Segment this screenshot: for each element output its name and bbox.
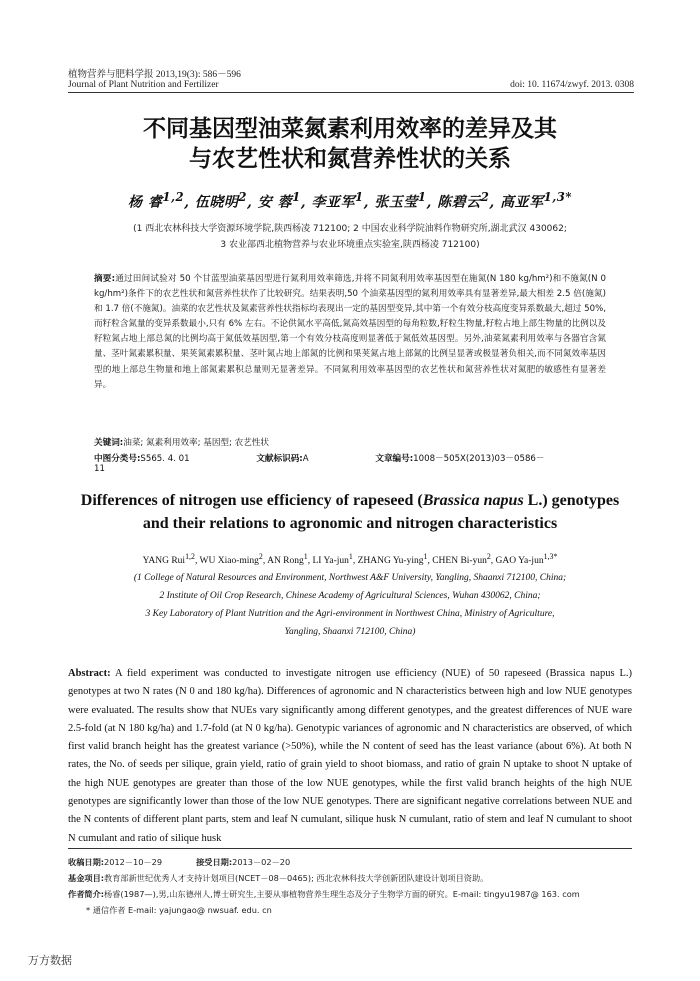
author-label: 作者简介: xyxy=(68,889,105,899)
affiliation-cn-line1: (1 西北农林科技大学资源环境学院,陕西杨凌 712100; 2 中国农业科学院油料作物研究所,湖北武汉 430062; xyxy=(133,224,567,234)
abstract-cn-label: 摘要: xyxy=(94,274,116,284)
clc-value: S565. 4. 01 xyxy=(140,454,190,464)
doc-label: 文献标识码: xyxy=(256,454,303,464)
keywords-cn xyxy=(94,436,606,448)
footnote-dates xyxy=(68,857,632,868)
received-date: 2012－10－29 xyxy=(104,857,163,867)
author-text: 杨睿(1987—),男,山东德州人,博士研究生,主要从事植物营养生理生态及分子生物学方面的研究。E-mail: tingyu1987@ 163. com xyxy=(104,889,580,899)
title-en-line2: and their relations to agronomic and nitrogen characteristics xyxy=(142,515,558,532)
title-en-line1: Differences of nitrogen use efficiency of rapeseed (Brassica napus L.) genotypes xyxy=(80,492,620,509)
authors-en: YANG Rui$^{1,2}$, WU Xiao-ming$^2$, AN Rong$^1$, LI Ya-jun$^1$, ZHANG Yu-ying$^1$, CHEN Bi-yun$^2$, GAO Ya-jun$^{1,3*}$ xyxy=(142,552,558,567)
title-cn-line2: 与农艺性状和氮营养性状的关系 xyxy=(189,146,511,172)
accepted-date: 2013－02－20 xyxy=(232,857,291,867)
doc-code xyxy=(256,454,340,464)
art-value: 1008－505X(2013)03－0586－11 xyxy=(94,454,545,474)
footnote-author xyxy=(68,889,632,900)
affiliation-en-line3: 3 Key Laboratory of Plant Nutrition and the Agri-environment in Northwest China, Ministry of Agriculture, xyxy=(145,609,555,619)
affiliation-en-line4: Yangling, Shaanxi 712100, China) xyxy=(284,627,416,637)
abstract-en-label: Abstract: xyxy=(68,668,111,679)
art-label: 文章编号: xyxy=(375,454,414,464)
keywords-cn-text: 油菜; 氮素利用效率; 基因型; 农艺性状 xyxy=(123,438,270,448)
watermark-text: 万方数据 xyxy=(28,954,72,967)
accepted-label: 接受日期: xyxy=(196,857,233,867)
classification-cn xyxy=(94,452,606,474)
fund-label: 基金项目: xyxy=(68,873,105,883)
received-label: 收稿日期: xyxy=(68,857,105,867)
affiliation-en-line2: 2 Institute of Oil Crop Research, Chinese Academy of Agricultural Sciences, Wuhan 430062, China; xyxy=(159,591,541,601)
footnote-fund xyxy=(68,873,632,884)
header-rule xyxy=(68,92,634,93)
abstract-cn xyxy=(94,272,606,393)
abstract-en xyxy=(68,665,632,848)
title-cn-line1: 不同基因型油菜氮素利用效率的差异及其 xyxy=(143,116,557,142)
fund-text: 教育部新世纪优秀人才支持计划项目(NCET－08－0465); 西北农林科技大学创新团队建设计划项目资助。 xyxy=(104,873,489,883)
footnote-rule xyxy=(68,848,632,849)
clc-label: 中图分类号: xyxy=(94,454,141,464)
clc-number xyxy=(94,454,222,464)
keywords-cn-label: 关键词: xyxy=(94,438,124,448)
journal-name-en: Journal of Plant Nutrition and Fertilizer xyxy=(68,80,219,90)
authors-cn: 杨 睿$^{1,2}$, 伍晓明$^2$, 安 蓉$^1$, 李亚军$^1$, 张玉莹$^1$, 陈碧云$^2$, 高亚军$^{1,3*}$ xyxy=(127,190,573,211)
affiliation-en-line1: (1 College of Natural Resources and Environment, Northwest A&F University, Yangling, Shaanxi 712100, China; xyxy=(133,573,567,583)
doi[interactable]: doi: 10. 11674/zwyf. 2013. 0308 xyxy=(510,80,634,90)
abstract-cn-text: 通过田间试验对 50 个甘蓝型油菜基因型进行氮利用效率筛选,并将不同氮利用效率基因型在施氮(N 180 kg/hm²)和不施氮(N 0 kg/hm²)条件下的农艺性状和氮营养性状作了比较研究。结果表明,50 个油菜基因型的氮利用效率具有显著差异,最大相差 2.5 倍(施氮)和 1.7 倍(不施氮)。油菜的农艺性状及氮素营养性状指标均表现出一定的基因型变异,其中第一个有效分枝高度变异系数最大,超过 50%,而籽粒含氮量的变异系数最小,只有 6% 左右。不论供氮水平高低,氮高效基因型的每角粒数,籽粒生物量,籽粒占地上部生物量的比例以及籽粒氮占地上部总氮的比例均高于氮低效基因型,第一个有效分枝高度则显著低于氮低效基因型。另外,油菜氮素利用效率与各器官含氮量、茎叶氮素累积量、果荚氮素累积量、茎叶氮占地上部氮的比例和果荚氮占地上部氮的比例呈显著或极显著负相关,而不同氮效率基因型的地上部总生物量和地上部氮素累积总量则无显著差异。不同氮利用效率基因型的农艺性状和氮营养性状对氮肥的敏感性有显著差异。 xyxy=(94,274,606,390)
affiliation-cn-line2: 3 农业部西北植物营养与农业环境重点实验室,陕西杨凌 712100) xyxy=(220,240,480,250)
abstract-en-text: A field experiment was conducted to investigate nitrogen use efficiency (NUE) of 50 rapeseed (Brassica napus L.) genotypes at two N rates (N 0 and 180 kg/ha). Differences of agronomic and N characteristics between high and low NUE genotypes were evaluated. The results show that NUEs vary significantly among different genotypes, and the greatest differences of NUE ware 2.5-fold (at N 180 kg/ha) and 1.7-fold (at N 0 kg/ha). Genotypic variances of agronomic and N characteristics are observed, of which first valid branch height has the greatest variance (>50%), while the N content of seed has the least variance (about 6%). At both N rates, the No. of seeds per silique, grain yield, ratio of grain yield to shoot biomass, and ratio of grain N uptake to shoot N uptake of the high NUE genotypes are greater than those of the low NUE genotypes, while the first valid branch heights of the high NUE genotypes are significantly lower than those of the low NUE genotypes. There are significant negative correlations between NUE and the N contents of different plant parts, stem and leaf N cumulant, silique husk N cumulant, ratio of stem and leaf N cumulant to shoot N cumulant and ratio of silique husk xyxy=(68,668,632,844)
footnote-corresponding: * 通信作者 E-mail: yajungao@ nwsuaf. edu. cn xyxy=(86,905,272,915)
journal-header-row xyxy=(68,80,634,90)
journal-citation-cn: 植物营养与肥料学报 2013,19(3): 586－596 xyxy=(68,70,241,80)
doc-value: A xyxy=(302,454,309,464)
